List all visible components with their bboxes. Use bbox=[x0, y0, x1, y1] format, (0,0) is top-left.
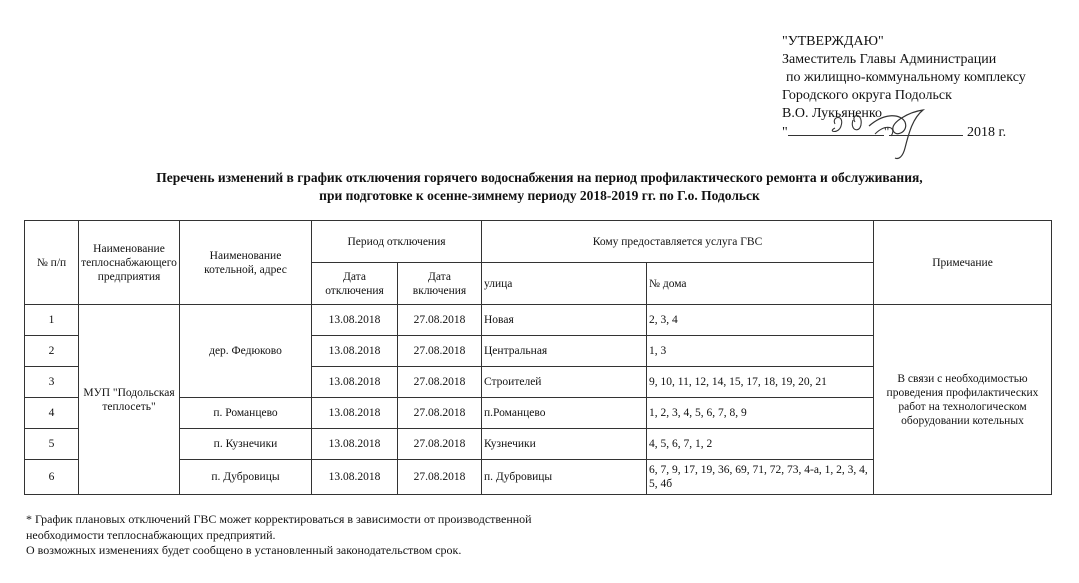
approval-heading: "УТВЕРЖДАЮ" bbox=[782, 34, 884, 49]
off-date-cell: 13.08.2018 bbox=[312, 460, 398, 495]
header-house: № дома bbox=[647, 263, 874, 305]
on-date-cell: 27.08.2018 bbox=[398, 398, 482, 429]
header-boiler: Наименование котельной, адрес bbox=[180, 221, 312, 305]
row-num: 4 bbox=[25, 398, 79, 429]
header-note: Примечание bbox=[874, 221, 1052, 305]
off-date-cell: 13.08.2018 bbox=[312, 305, 398, 336]
row-num: 6 bbox=[25, 460, 79, 495]
table-row bbox=[25, 305, 1052, 336]
boiler-cell: п. Романцево bbox=[180, 398, 312, 429]
boiler-cell: п. Кузнечики bbox=[180, 429, 312, 460]
on-date-cell: 27.08.2018 bbox=[398, 367, 482, 398]
approval-district: Городского округа Подольск bbox=[782, 88, 952, 103]
houses-cell: 2, 3, 4 bbox=[647, 305, 874, 336]
footnote-line-1: * График плановых отключений ГВС может корректироваться в зависимости от производственной bbox=[26, 512, 532, 526]
street-cell: Центральная bbox=[482, 336, 647, 367]
enterprise-cell: МУП "Подольская теплосеть" bbox=[79, 305, 180, 495]
schedule-table bbox=[24, 220, 1052, 495]
header-row-1 bbox=[25, 221, 1052, 263]
header-off-date: Дата отключения bbox=[312, 263, 398, 305]
title-line-1: Перечень изменений в график отключения горячего водоснабжения на период профилактического ремонта и обслуживания, bbox=[156, 170, 923, 185]
on-date-cell: 27.08.2018 bbox=[398, 460, 482, 495]
boiler-cell: дер. Федюково bbox=[180, 305, 312, 398]
footnotes bbox=[26, 512, 532, 559]
footnote-line-2: необходимости теплоснабжающих предприятий. bbox=[26, 527, 276, 542]
off-date-cell: 13.08.2018 bbox=[312, 336, 398, 367]
header-service: Кому предоставляется услуга ГВС bbox=[482, 221, 874, 263]
houses-cell: 1, 3 bbox=[647, 336, 874, 367]
approval-department: по жилищно-коммунальному комплексу bbox=[786, 70, 1026, 85]
houses-cell: 1, 2, 3, 4, 5, 6, 7, 8, 9 bbox=[647, 398, 874, 429]
houses-cell: 4, 5, 6, 7, 1, 2 bbox=[647, 429, 874, 460]
handwritten-signature bbox=[805, 108, 955, 164]
street-cell: п.Романцево bbox=[482, 398, 647, 429]
header-num: № п/п bbox=[25, 221, 79, 305]
date-quote-open: " bbox=[782, 125, 788, 140]
off-date-cell: 13.08.2018 bbox=[312, 429, 398, 460]
footnote-line-3: О возможных изменениях будет сообщено в установленный законодательством срок. bbox=[26, 543, 462, 557]
street-cell: п. Дубровицы bbox=[482, 460, 647, 495]
approval-signer: В.О. Лукьяненко bbox=[782, 106, 883, 121]
title-line-2: при подготовке к осенне-зимнему периоду 2018-2019 гг. по Г.о. Подольск bbox=[319, 188, 760, 203]
off-date-cell: 13.08.2018 bbox=[312, 367, 398, 398]
header-period: Период отключения bbox=[312, 221, 482, 263]
header-street: улица bbox=[482, 263, 647, 305]
approval-position: Заместитель Главы Администрации bbox=[782, 52, 997, 67]
off-date-cell: 13.08.2018 bbox=[312, 398, 398, 429]
on-date-cell: 27.08.2018 bbox=[398, 336, 482, 367]
houses-cell: 9, 10, 11, 12, 14, 15, 17, 18, 19, 20, 21 bbox=[647, 367, 874, 398]
on-date-cell: 27.08.2018 bbox=[398, 429, 482, 460]
row-num: 5 bbox=[25, 429, 79, 460]
document-title bbox=[0, 169, 1079, 205]
row-num: 1 bbox=[25, 305, 79, 336]
houses-cell: 6, 7, 9, 17, 19, 36, 69, 71, 72, 73, 4-а, 1, 2, 3, 4, 5, 4б bbox=[647, 460, 874, 495]
date-quote-close: " bbox=[883, 125, 890, 140]
date-year: 2018 г. bbox=[966, 125, 1007, 140]
row-num: 2 bbox=[25, 336, 79, 367]
street-cell: Кузнечики bbox=[482, 429, 647, 460]
header-on-date: Дата включения bbox=[398, 263, 482, 305]
header-enterprise: Наименование теплоснабжающего предприятия bbox=[79, 221, 180, 305]
on-date-cell: 27.08.2018 bbox=[398, 305, 482, 336]
street-cell: Строителей bbox=[482, 367, 647, 398]
boiler-cell: п. Дубровицы bbox=[180, 460, 312, 495]
street-cell: Новая bbox=[482, 305, 647, 336]
row-num: 3 bbox=[25, 367, 79, 398]
note-cell: В связи с необходимостью проведения профилактических работ на технологическом оборудовании котельных bbox=[874, 305, 1052, 495]
